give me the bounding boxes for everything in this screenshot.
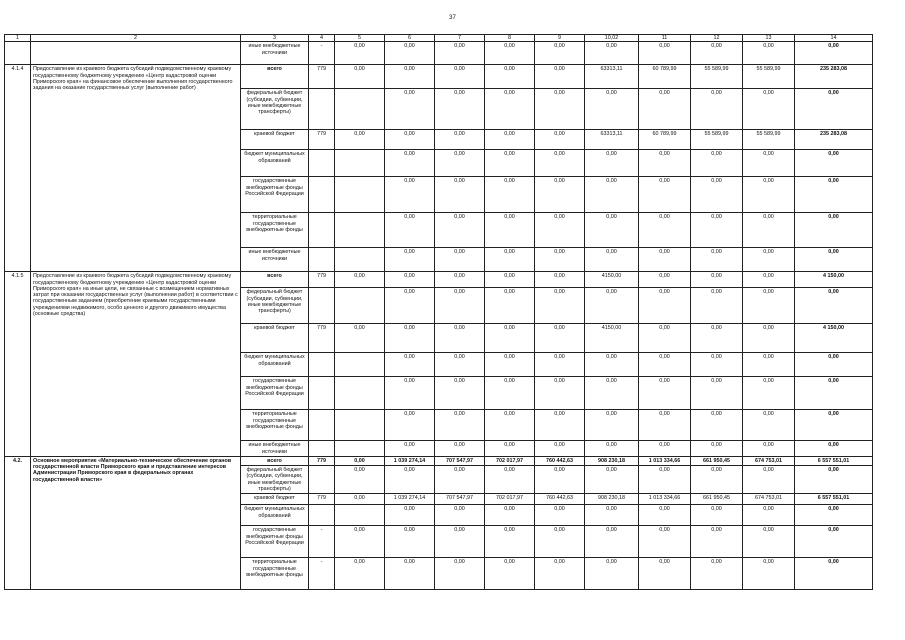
value-cell: 0,00 — [485, 272, 535, 288]
funding-source: краевой бюджет — [241, 130, 309, 150]
value-cell: 0,00 — [435, 177, 485, 213]
value-cell: 0,00 — [335, 466, 385, 494]
value-cell: 0,00 — [585, 558, 639, 590]
header-cell-1: 1 — [5, 35, 31, 42]
value-cell: 0,00 — [435, 288, 485, 324]
funding-source: бюджет муниципальных образований — [241, 505, 309, 526]
value-cell: 0,00 — [385, 89, 435, 130]
value-cell — [335, 89, 385, 130]
total-cell: 0,00 — [795, 213, 873, 248]
value-cell: 0,00 — [585, 441, 639, 457]
total-cell: 4 150,00 — [795, 324, 873, 353]
funding-source: иные внебюджетные источники — [241, 248, 309, 272]
value-cell: 0,00 — [535, 272, 585, 288]
funding-source: федеральный бюджет (субсидии, субвенции, иные межбюджетные трансферты) — [241, 89, 309, 130]
value-cell: 0,00 — [585, 288, 639, 324]
total-cell: 0,00 — [795, 42, 873, 65]
value-cell: 0,00 — [691, 377, 743, 410]
value-cell — [335, 353, 385, 377]
value-cell: 0,00 — [485, 65, 535, 89]
value-cell: 0,00 — [639, 42, 691, 65]
value-cell: 0,00 — [743, 505, 795, 526]
value-cell: 0,00 — [435, 248, 485, 272]
code-cell — [309, 288, 335, 324]
value-cell: 760 442,63 — [535, 456, 585, 465]
value-cell: 0,00 — [435, 89, 485, 130]
value-cell: 0,00 — [639, 558, 691, 590]
value-cell: 0,00 — [585, 377, 639, 410]
value-cell: 0,00 — [743, 558, 795, 590]
value-cell: 0,00 — [743, 89, 795, 130]
funding-source: краевой бюджет — [241, 494, 309, 505]
value-cell: 0,00 — [435, 441, 485, 457]
value-cell: 0,00 — [639, 213, 691, 248]
funding-source: бюджет муниципальных образований — [241, 353, 309, 377]
value-cell: 0,00 — [335, 42, 385, 65]
value-cell: 0,00 — [639, 288, 691, 324]
item-number: 4.2. — [5, 456, 31, 589]
funding-source: государственные внебюджетные фонды Российской Федерации — [241, 177, 309, 213]
value-cell: 0,00 — [639, 89, 691, 130]
code-cell — [309, 177, 335, 213]
funding-source: территориальные государственные внебюджетные фонды — [241, 410, 309, 441]
value-cell: 0,00 — [743, 272, 795, 288]
value-cell: 0,00 — [485, 288, 535, 324]
value-cell: 0,00 — [585, 410, 639, 441]
funding-source: всего — [241, 272, 309, 288]
value-cell: 0,00 — [535, 558, 585, 590]
value-cell: 0,00 — [435, 505, 485, 526]
value-cell: 0,00 — [485, 526, 535, 558]
total-cell: 0,00 — [795, 150, 873, 177]
value-cell: 0,00 — [485, 441, 535, 457]
value-cell: 0,00 — [335, 494, 385, 505]
value-cell: 0,00 — [485, 505, 535, 526]
header-cell-13: 13 — [743, 35, 795, 42]
value-cell: 0,00 — [385, 288, 435, 324]
value-cell: 0,00 — [485, 248, 535, 272]
value-cell: 908 230,18 — [585, 456, 639, 465]
header-cell-9: 9 — [535, 35, 585, 42]
budget-table — [4, 34, 873, 590]
value-cell: 0,00 — [385, 65, 435, 89]
item-description: Основное мероприятие «Материально-техническое обеспечение органов государственной власти Приморского края и представление интересов Администрации Приморского края в федеральных органах государственной власти» — [31, 456, 241, 589]
value-cell: 0,00 — [385, 377, 435, 410]
value-cell: 0,00 — [485, 466, 535, 494]
code-cell: - — [309, 558, 335, 590]
value-cell: 4150,00 — [585, 272, 639, 288]
item-description: Предоставление из краевого бюджета субсидий подведомственному краевому государственному бюджетному учреждению «Центр кадастровой оценки Приморского края» на иные цели, не связанные с возмещением нормативных затрат при оказании государственных услуг (выполнении работ) в соответствии с государственным заданием (приобретение краевыми государственными учреждениями недвижимого, особо ценного и другого движимого имущества (основные средства) — [31, 272, 241, 457]
total-cell: 0,00 — [795, 558, 873, 590]
value-cell: 0,00 — [385, 410, 435, 441]
value-cell: 674 753,01 — [743, 494, 795, 505]
value-cell: 0,00 — [535, 288, 585, 324]
value-cell: 0,00 — [691, 177, 743, 213]
value-cell: 63313,11 — [585, 65, 639, 89]
table-row — [5, 456, 873, 465]
value-cell: 0,00 — [691, 526, 743, 558]
value-cell: 0,00 — [435, 150, 485, 177]
total-cell: 6 557 551,01 — [795, 494, 873, 505]
value-cell: 0,00 — [485, 377, 535, 410]
value-cell: 0,00 — [691, 213, 743, 248]
value-cell: 0,00 — [639, 177, 691, 213]
value-cell: 0,00 — [435, 65, 485, 89]
funding-source: краевой бюджет — [241, 324, 309, 353]
value-cell: 0,00 — [639, 410, 691, 441]
funding-source: всего — [241, 456, 309, 465]
value-cell: 0,00 — [335, 130, 385, 150]
value-cell: 0,00 — [585, 248, 639, 272]
table-row — [5, 272, 873, 288]
code-cell — [309, 89, 335, 130]
code-cell: 779 — [309, 324, 335, 353]
code-cell: 779 — [309, 494, 335, 505]
total-cell: 0,00 — [795, 505, 873, 526]
value-cell: 0,00 — [385, 558, 435, 590]
value-cell: 0,00 — [585, 177, 639, 213]
value-cell: 707 547,97 — [435, 494, 485, 505]
funding-source: федеральный бюджет (субсидии, субвенции, иные межбюджетные трансферты) — [241, 466, 309, 494]
header-cell-8: 8 — [485, 35, 535, 42]
value-cell: 0,00 — [435, 526, 485, 558]
value-cell: 0,00 — [485, 42, 535, 65]
item-number: 4.1.4 — [5, 65, 31, 272]
value-cell: 0,00 — [435, 324, 485, 353]
value-cell: 0,00 — [585, 89, 639, 130]
value-cell: 0,00 — [435, 466, 485, 494]
total-cell: 6 557 551,01 — [795, 456, 873, 465]
funding-source: государственные внебюджетные фонды Российской Федерации — [241, 377, 309, 410]
funding-source: иные внебюджетные источники — [241, 42, 309, 65]
code-cell: 779 — [309, 65, 335, 89]
item-description — [31, 42, 241, 65]
value-cell: 0,00 — [691, 441, 743, 457]
value-cell: 0,00 — [691, 324, 743, 353]
total-cell: 235 283,08 — [795, 65, 873, 89]
total-cell: 0,00 — [795, 441, 873, 457]
value-cell: 0,00 — [691, 89, 743, 130]
code-cell: 779 — [309, 130, 335, 150]
value-cell: 0,00 — [639, 505, 691, 526]
value-cell: 0,00 — [585, 505, 639, 526]
funding-source: государственные внебюджетные фонды Российской Федерации — [241, 526, 309, 558]
value-cell: 0,00 — [743, 441, 795, 457]
value-cell: 0,00 — [691, 150, 743, 177]
code-cell — [309, 213, 335, 248]
value-cell — [335, 505, 385, 526]
value-cell — [335, 441, 385, 457]
value-cell: 0,00 — [385, 441, 435, 457]
header-cell-11: 11 — [639, 35, 691, 42]
value-cell: 0,00 — [639, 526, 691, 558]
value-cell: 0,00 — [743, 410, 795, 441]
value-cell: 0,00 — [535, 150, 585, 177]
header-cell-2: 2 — [31, 35, 241, 42]
value-cell: 0,00 — [385, 42, 435, 65]
value-cell — [335, 410, 385, 441]
code-cell — [309, 150, 335, 177]
value-cell: 0,00 — [385, 177, 435, 213]
total-cell: 0,00 — [795, 410, 873, 441]
header-cell-6: 6 — [385, 35, 435, 42]
value-cell: 0,00 — [535, 526, 585, 558]
value-cell: 0,00 — [639, 353, 691, 377]
funding-source: бюджет муниципальных образований — [241, 150, 309, 177]
value-cell: 0,00 — [435, 377, 485, 410]
value-cell: 0,00 — [691, 466, 743, 494]
header-cell-4: 4 — [309, 35, 335, 42]
header-cell-3: 3 — [241, 35, 309, 42]
value-cell: 0,00 — [743, 526, 795, 558]
value-cell: 674 753,01 — [743, 456, 795, 465]
total-cell: 0,00 — [795, 177, 873, 213]
value-cell — [335, 288, 385, 324]
value-cell: 0,00 — [743, 213, 795, 248]
value-cell: 0,00 — [743, 377, 795, 410]
value-cell: 0,00 — [639, 466, 691, 494]
header-cell-10: 10,02 — [585, 35, 639, 42]
value-cell: 0,00 — [535, 377, 585, 410]
value-cell: 0,00 — [335, 526, 385, 558]
value-cell — [335, 150, 385, 177]
code-cell: - — [309, 526, 335, 558]
value-cell: 0,00 — [435, 410, 485, 441]
item-number — [5, 42, 31, 65]
value-cell: 0,00 — [691, 288, 743, 324]
code-cell — [309, 410, 335, 441]
value-cell: 0,00 — [535, 89, 585, 130]
total-cell: 0,00 — [795, 353, 873, 377]
value-cell: 0,00 — [385, 213, 435, 248]
value-cell: 0,00 — [485, 410, 535, 441]
header-cell-14: 14 — [795, 35, 873, 42]
value-cell: 0,00 — [743, 466, 795, 494]
value-cell: 0,00 — [639, 272, 691, 288]
value-cell: 0,00 — [535, 441, 585, 457]
value-cell: 0,00 — [743, 42, 795, 65]
value-cell — [335, 177, 385, 213]
value-cell: 707 547,97 — [435, 456, 485, 465]
header-cell-12: 12 — [691, 35, 743, 42]
value-cell: 760 442,63 — [535, 494, 585, 505]
value-cell: 0,00 — [691, 558, 743, 590]
code-cell — [309, 466, 335, 494]
value-cell — [335, 248, 385, 272]
code-cell — [309, 377, 335, 410]
value-cell: 0,00 — [485, 324, 535, 353]
value-cell: 0,00 — [691, 248, 743, 272]
value-cell: 0,00 — [535, 248, 585, 272]
total-cell: 0,00 — [795, 466, 873, 494]
value-cell: 702 017,97 — [485, 494, 535, 505]
value-cell: 0,00 — [485, 177, 535, 213]
value-cell: 0,00 — [535, 324, 585, 353]
value-cell: 0,00 — [535, 177, 585, 213]
funding-source: территориальные государственные внебюджетные фонды — [241, 558, 309, 590]
value-cell: 0,00 — [385, 505, 435, 526]
value-cell: 0,00 — [485, 130, 535, 150]
value-cell: 0,00 — [639, 377, 691, 410]
value-cell: 0,00 — [691, 42, 743, 65]
value-cell — [335, 213, 385, 248]
header-cell-5: 5 — [335, 35, 385, 42]
value-cell: 0,00 — [385, 130, 435, 150]
value-cell: 1 013 334,66 — [639, 456, 691, 465]
value-cell: 0,00 — [585, 213, 639, 248]
total-cell: 0,00 — [795, 248, 873, 272]
total-cell: 0,00 — [795, 526, 873, 558]
value-cell: 0,00 — [535, 65, 585, 89]
value-cell: 0,00 — [385, 353, 435, 377]
value-cell: 0,00 — [639, 441, 691, 457]
value-cell: 0,00 — [385, 526, 435, 558]
value-cell: 0,00 — [485, 150, 535, 177]
total-cell: 0,00 — [795, 89, 873, 130]
value-cell: 0,00 — [585, 150, 639, 177]
value-cell: 0,00 — [535, 42, 585, 65]
value-cell: 1 039 274,14 — [385, 456, 435, 465]
value-cell: 0,00 — [335, 456, 385, 465]
funding-source: федеральный бюджет (субсидии, субвенции, иные межбюджетные трансферты) — [241, 288, 309, 324]
code-cell: - — [309, 42, 335, 65]
value-cell: 0,00 — [585, 526, 639, 558]
value-cell: 661 950,45 — [691, 494, 743, 505]
value-cell — [335, 377, 385, 410]
funding-source: иные внебюджетные источники — [241, 441, 309, 457]
value-cell: 0,00 — [743, 288, 795, 324]
value-cell: 0,00 — [535, 130, 585, 150]
value-cell: 0,00 — [485, 213, 535, 248]
value-cell: 1 039 274,14 — [385, 494, 435, 505]
code-cell: 779 — [309, 272, 335, 288]
value-cell: 0,00 — [485, 89, 535, 130]
value-cell: 0,00 — [385, 150, 435, 177]
funding-source: всего — [241, 65, 309, 89]
value-cell: 55 589,99 — [743, 65, 795, 89]
code-cell: 779 — [309, 456, 335, 465]
value-cell: 0,00 — [335, 558, 385, 590]
header-cell-7: 7 — [435, 35, 485, 42]
value-cell: 0,00 — [639, 150, 691, 177]
table-row — [5, 42, 873, 65]
value-cell: 0,00 — [335, 65, 385, 89]
value-cell: 0,00 — [691, 505, 743, 526]
value-cell: 0,00 — [485, 558, 535, 590]
value-cell: 0,00 — [385, 272, 435, 288]
value-cell: 0,00 — [385, 248, 435, 272]
value-cell: 0,00 — [335, 272, 385, 288]
value-cell: 55 589,99 — [691, 65, 743, 89]
value-cell: 0,00 — [435, 42, 485, 65]
total-cell: 0,00 — [795, 377, 873, 410]
value-cell: 0,00 — [535, 353, 585, 377]
code-cell — [309, 505, 335, 526]
value-cell: 0,00 — [743, 248, 795, 272]
code-cell — [309, 441, 335, 457]
value-cell: 63313,11 — [585, 130, 639, 150]
value-cell: 0,00 — [535, 410, 585, 441]
value-cell: 0,00 — [743, 324, 795, 353]
value-cell: 1 013 334,66 — [639, 494, 691, 505]
value-cell: 60 789,99 — [639, 130, 691, 150]
item-number: 4.1.5 — [5, 272, 31, 457]
funding-source: территориальные государственные внебюджетные фонды — [241, 213, 309, 248]
value-cell: 0,00 — [385, 466, 435, 494]
value-cell: 0,00 — [743, 150, 795, 177]
value-cell: 0,00 — [385, 324, 435, 353]
value-cell: 0,00 — [435, 353, 485, 377]
value-cell: 0,00 — [335, 324, 385, 353]
value-cell: 0,00 — [535, 505, 585, 526]
value-cell: 908 230,18 — [585, 494, 639, 505]
value-cell: 0,00 — [585, 353, 639, 377]
total-cell: 4 150,00 — [795, 272, 873, 288]
value-cell: 0,00 — [691, 353, 743, 377]
value-cell: 0,00 — [435, 558, 485, 590]
value-cell: 55 589,99 — [691, 130, 743, 150]
value-cell: 60 789,99 — [639, 65, 691, 89]
value-cell: 0,00 — [585, 42, 639, 65]
value-cell: 0,00 — [743, 177, 795, 213]
code-cell — [309, 353, 335, 377]
header-row — [5, 35, 873, 42]
value-cell: 0,00 — [535, 466, 585, 494]
value-cell: 4150,00 — [585, 324, 639, 353]
page-number: 37 — [449, 15, 456, 21]
value-cell: 0,00 — [435, 213, 485, 248]
value-cell: 661 950,45 — [691, 456, 743, 465]
value-cell: 0,00 — [535, 213, 585, 248]
value-cell: 0,00 — [485, 353, 535, 377]
value-cell: 0,00 — [691, 272, 743, 288]
value-cell: 0,00 — [639, 324, 691, 353]
value-cell: 0,00 — [691, 410, 743, 441]
value-cell: 0,00 — [639, 248, 691, 272]
value-cell: 0,00 — [585, 466, 639, 494]
code-cell — [309, 248, 335, 272]
value-cell: 0,00 — [435, 272, 485, 288]
item-description: Предоставление из краевого бюджета субсидий подведомственному краевому государственному бюджетному учреждению «Центр кадастровой оценки Приморского края» на финансовое обеспечение выполнения государственного задания на оказание государственных услуг (выполнение работ) — [31, 65, 241, 272]
value-cell: 702 017,97 — [485, 456, 535, 465]
value-cell: 0,00 — [743, 353, 795, 377]
total-cell: 0,00 — [795, 288, 873, 324]
total-cell: 235 283,08 — [795, 130, 873, 150]
value-cell: 0,00 — [435, 130, 485, 150]
table-row — [5, 65, 873, 89]
value-cell: 55 589,99 — [743, 130, 795, 150]
